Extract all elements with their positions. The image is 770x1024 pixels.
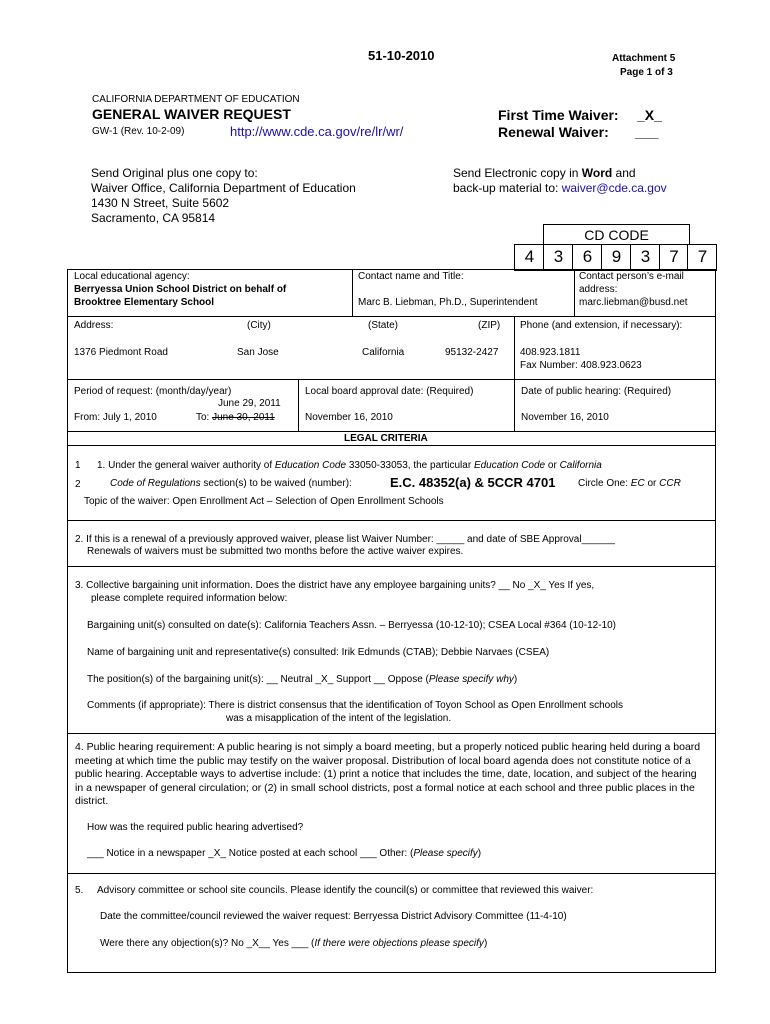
city-value: San Jose — [237, 347, 279, 358]
legal-text: California — [559, 460, 602, 471]
send-electronic-prefix: Send Electronic copy in — [453, 166, 582, 180]
period-to-struck: June 30, 2011 — [212, 412, 275, 423]
attachment-label: Attachment 5 — [612, 53, 676, 64]
legal-item-number-1: 1 — [75, 460, 81, 471]
waiver-email-link[interactable]: waiver@cde.ca.gov — [561, 181, 667, 195]
objections-close: ) — [483, 938, 488, 949]
position-specify: Please specify why — [428, 674, 514, 685]
cd-code-digit: 7 — [687, 244, 717, 269]
send-original-line-3: 1430 N Street, Suite 5602 — [91, 196, 230, 210]
comments-line-1: Comments (if appropriate): There is district consensus that the identification of Toyon School as Open Enrollment schools — [87, 700, 624, 711]
cd-code-digit: 4 — [514, 244, 544, 269]
position-text: The position(s) of the bargaining unit(s): __ Neutral _X_ Support __ Oppose ( — [87, 674, 429, 685]
legal-text: Education Code — [473, 460, 546, 471]
q2-line-1: 2. If this is a renewal of a previously approved waiver, please list Waiver Number: _____ and date of SBE Approval______ — [75, 534, 615, 545]
renewal-waiver-label: Renewal Waiver: — [498, 124, 609, 140]
objections-text: Were there any objection(s)? No _X__ Yes ___ ( — [100, 938, 315, 949]
backup-prefix: back-up material to: — [453, 181, 562, 195]
first-time-waiver-label: First Time Waiver: — [498, 107, 619, 123]
hearing-options-close: ) — [477, 848, 482, 859]
lea-label: Local educational agency: — [74, 271, 190, 282]
public-hearing-requirement: 4. Public hearing requirement: A public hearing is not simply a board meeting, but a properly noticed public hearing held during a board meeting at which time the public may testify on the waiver proposal. Distribution of local board agenda does not constitute notice of a public hearing. Acceptable ways to advertise include: (1) print a notice that includes the time, date, location, and subject of the hearing in a newspaper of general circulation; or (2) in small school districts, post a formal notice at each school and three public places in the district. — [75, 741, 701, 807]
circle-one-label: Circle One: — [578, 478, 631, 489]
street-value: 1376 Piedmont Road — [74, 347, 168, 358]
state-value: California — [362, 347, 405, 358]
send-electronic-word: Word — [581, 166, 613, 180]
bargaining-units: Bargaining unit(s) consulted on date(s): California Teachers Assn. – Berryessa (10-12-10); CSEA Local #364 (10-12-10) — [87, 620, 616, 631]
department-name: CALIFORNIA DEPARTMENT OF EDUCATION — [92, 94, 300, 105]
public-hearing-label: Date of public hearing: (Required) — [521, 386, 672, 397]
period-to — [196, 412, 275, 423]
lea-value-line-2: Brooktree Elementary School — [74, 297, 215, 308]
hearing-options-text: ___ Notice in a newspaper _X_ Notice posted at each school ___ Other: ( — [87, 848, 414, 859]
legal-text: Code of Regulations — [110, 478, 201, 489]
hearing-question: How was the required public hearing advertised? — [87, 822, 304, 833]
q3-line-1: 3. Collective bargaining unit information. Does the district have any employee bargaining units? __ No _X_ Yes If yes, — [75, 580, 595, 591]
public-hearing-value: November 16, 2010 — [521, 412, 609, 423]
zip-value: 95132-2427 — [445, 347, 499, 358]
comments-line-2: was a misapplication of the intent of the legislation. — [226, 713, 452, 724]
legal-line-1 — [97, 460, 602, 471]
contact-email-label-1: Contact person’s e-mail — [579, 271, 684, 282]
legal-text: 1. Under the general waiver authority of — [97, 460, 275, 471]
code-section-value: E.C. 48352(a) & 5CCR 4701 — [390, 475, 556, 490]
send-original-line-2: Waiver Office, California Department of Education — [91, 181, 356, 195]
hearing-options-specify: Please specify — [413, 848, 478, 859]
phone-value: 408.923.1811 — [520, 347, 581, 358]
send-electronic-suffix: and — [612, 166, 636, 180]
q3-line-2: please complete required information below: — [91, 593, 288, 604]
position-close: ) — [513, 674, 518, 685]
period-from: From: July 1, 2010 — [74, 412, 157, 423]
contact-email-label-2: address: — [579, 284, 618, 295]
address-label: Address: — [74, 320, 114, 331]
first-time-waiver-mark: _X_ — [637, 107, 662, 123]
circle-option-ccr: CCR — [659, 478, 681, 489]
send-original-line-4: Sacramento, CA 95814 — [91, 211, 216, 225]
city-label: (City) — [247, 320, 271, 331]
legal-text: section(s) to be waived (number): — [200, 478, 352, 489]
period-to-label: To: — [196, 412, 210, 423]
legal-text: 33050-33053, the particular — [346, 460, 474, 471]
cd-code-label: CD CODE — [543, 224, 690, 245]
contact-value: Marc B. Liebman, Ph.D., Superintendent — [358, 297, 538, 308]
objections-specify: If there were objections please specify — [314, 938, 484, 949]
period-revised-end: June 29, 2011 — [218, 398, 281, 409]
circle-or: or — [644, 478, 660, 489]
lea-value-line-1: Berryessa Union School District on behalf of — [74, 284, 287, 295]
renewal-waiver-mark: ___ — [635, 124, 659, 140]
waiver-topic: Topic of the waiver: Open Enrollment Act – Selection of Open Enrollment Schools — [84, 496, 444, 507]
legal-line-2 — [110, 478, 352, 489]
objections-line — [100, 938, 487, 949]
contact-label: Contact name and Title: — [358, 271, 464, 282]
legal-text: Education Code — [274, 460, 347, 471]
period-label: Period of request: (month/day/year) — [74, 386, 232, 397]
board-approval-value: November 16, 2010 — [305, 412, 393, 423]
cd-code-digit: 3 — [543, 244, 573, 269]
q5-number: 5. — [75, 885, 84, 896]
q5-line-1: Advisory committee or school site councils. Please identify the council(s) or committee that reviewed this waiver: — [97, 885, 594, 896]
form-title: GENERAL WAIVER REQUEST — [92, 106, 291, 122]
fax-value: Fax Number: 408.923.0623 — [520, 360, 642, 371]
legal-text: or — [545, 460, 560, 471]
document-number: 51-10-2010 — [368, 48, 435, 63]
state-label: (State) — [368, 320, 399, 331]
cd-code-digit: 6 — [572, 244, 602, 269]
backup-material-line — [453, 181, 667, 195]
page-number: Page 1 of 3 — [620, 67, 673, 78]
hearing-options — [87, 848, 481, 859]
legal-criteria-heading: LEGAL CRITERIA — [344, 433, 428, 444]
cd-code-digit: 3 — [630, 244, 660, 269]
cd-code-digit: 9 — [601, 244, 631, 269]
q2-line-2: Renewals of waivers must be submitted two months before the active waiver expires. — [87, 546, 464, 557]
circle-one — [578, 478, 681, 489]
board-approval-label: Local board approval date: (Required) — [305, 386, 474, 397]
circle-option-ec: EC — [630, 478, 645, 489]
form-url-link[interactable]: http://www.cde.ca.gov/re/lr/wr/ — [230, 124, 404, 139]
zip-label: (ZIP) — [478, 320, 501, 331]
bargaining-names: Name of bargaining unit and representative(s) consulted: Irik Edmunds (CTAB); Debbie Narvaes (CSEA) — [87, 647, 550, 658]
cd-code-digit: 7 — [659, 244, 688, 269]
contact-email-value: marc.liebman@busd.net — [579, 297, 688, 308]
form-id: GW-1 (Rev. 10-2-09) — [92, 126, 185, 137]
bargaining-position — [87, 674, 517, 685]
legal-item-number-2: 2 — [75, 479, 81, 490]
send-original-line-1: Send Original plus one copy to: — [91, 166, 258, 180]
committee-review-date: Date the committee/council reviewed the waiver request: Berryessa District Advisory Committee (11-4-10) — [100, 911, 567, 922]
phone-label: Phone (and extension, if necessary): — [520, 320, 683, 331]
send-electronic-line — [453, 166, 636, 180]
